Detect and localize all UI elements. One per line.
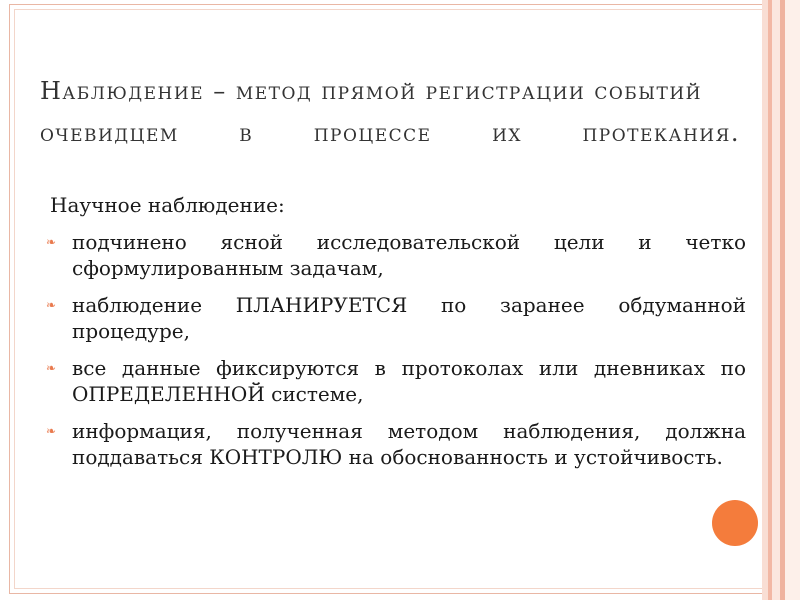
decorative-circle — [712, 500, 758, 546]
list-item-text: все данные фиксируются в протоколах или дневниках по ОПРЕДЕЛЕННОЙ системе, — [72, 356, 746, 406]
title-word: процессе — [313, 119, 432, 147]
border-stripe — [785, 0, 800, 600]
title-word: очевидцем — [40, 119, 179, 147]
title-line-2 — [40, 112, 740, 154]
list-item-text: наблюдение ПЛАНИРУЕТСЯ по заранее обдуманной процедуре, — [72, 293, 746, 343]
border-stripe — [772, 0, 780, 600]
list-item — [46, 292, 746, 344]
list-item — [46, 355, 746, 407]
list-item-text: информация, полученная методом наблюдения, должна поддаваться КОНТРОЛЮ на обоснованность и устойчивость. — [72, 419, 746, 469]
ribbon-bullet-icon: ❧ — [46, 298, 57, 312]
ribbon-bullet-icon: ❧ — [46, 361, 57, 375]
title-word: в — [239, 119, 254, 147]
slide-title — [40, 70, 740, 154]
bullet-list — [46, 229, 746, 470]
slide-content — [46, 192, 746, 481]
list-item-text: подчинено ясной исследовательской цели и четко сформулированным задачам, — [72, 230, 746, 280]
title-word: протекания. — [582, 119, 740, 147]
title-line-1: Наблюдение – метод прямой регистрации событий — [40, 77, 702, 105]
list-item — [46, 418, 746, 470]
ribbon-bullet-icon: ❧ — [46, 235, 57, 249]
title-word: их — [492, 119, 522, 147]
list-item — [46, 229, 746, 281]
ribbon-bullet-icon: ❧ — [46, 424, 57, 438]
intro-text: Научное наблюдение: — [50, 193, 285, 217]
